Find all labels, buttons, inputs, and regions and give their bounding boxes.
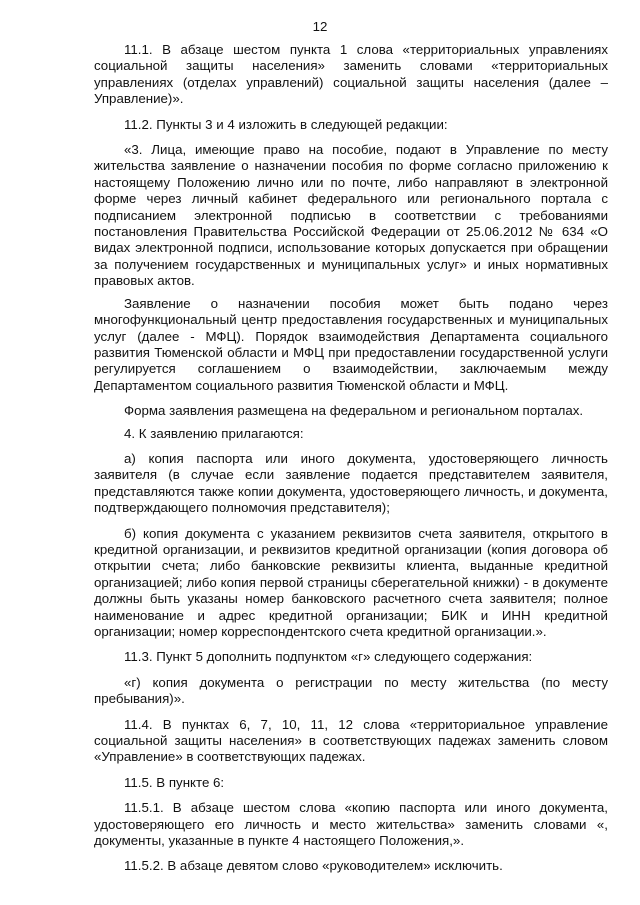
paragraph-subitem-g: «г) копия документа о регистрации по месту жительства (по месту пребывания)».: [94, 674, 608, 707]
paragraph-11-5-1: 11.5.1. В абзаце шестом слова «копию паспорта или иного документа, удостоверяющего его личность и место жительства» заменить словами «, документы, указанные в пункте 4 настоящего Положения,».: [94, 800, 608, 849]
paragraph-subitem-a: а) копия паспорта или иного документа, удостоверяющего личность заявителя (в случае если заявление подается представителем заявителя, представляются также копии документа, удостоверяющего личность, и документа, подтверждающего полномочия представителя);: [94, 450, 608, 516]
paragraph-form-placement: Форма заявления размещена на федеральном и региональном порталах.: [124, 403, 584, 419]
paragraph-subitem-b: б) копия документа с указанием реквизитов счета заявителя, открытого в кредитной организации, и реквизитов кредитной организации (копия договора об открытии счета; либо банковские реквизиты клиента, выданные кредитной организацией; либо копия первой страницы сберегательной книжки) - в документе должны быть указаны номер банковского расчетного счета заявителя; полное наименование и адрес кредитной организации; БИК и ИНН кредитной организации; номер корреспондентского счета кредитной организации.».: [94, 525, 608, 639]
paragraph-11-2: 11.2. Пункты 3 и 4 изложить в следующей редакции:: [124, 116, 448, 132]
document-body: [94, 42, 608, 884]
paragraph-11-3: 11.3. Пункт 5 дополнить подпунктом «г» следующего содержания:: [124, 649, 533, 665]
paragraph-11-5-2: 11.5.2. В абзаце девятом слово «руководителем» исключить.: [124, 858, 503, 874]
paragraph-mfc: Заявление о назначении пособия может быть подано через многофункциональный центр предоставления государственных и муниципальных услуг (далее - МФЦ). Порядок взаимодействия Департамента социального развития Тюменской области и МФЦ при предоставлении государственной услуги регулируется соглашением о взаимодействии, заключаемым между Департаментом социального развития Тюменской области и МФЦ.: [94, 295, 608, 393]
paragraph-item-3: «3. Лица, имеющие право на пособие, подают в Управление по месту жительства заявление о назначении пособия по форме согласно приложению к настоящему Положению лично или по почте, либо направляют в электронной форме через личный кабинет федерального или регионального портала с подписанием электронной подписью в соответствии с требованиями постановления Правительства Российской Федерации от 25.06.2012 № 634 «О видах электронной подписи, использование которых допускается при обращении за получением государственных и муниципальных услуг» и иных нормативных правовых актов.: [94, 142, 608, 289]
paragraph-11-4: 11.4. В пунктах 6, 7, 10, 11, 12 слова «территориальное управление социальной защиты населения» в соответствующих падежах заменить словом «Управление» в соответствующих падежах.: [94, 716, 608, 765]
page-number: 12: [312, 19, 328, 34]
paragraph-11-5: 11.5. В пункте 6:: [124, 774, 225, 790]
paragraph-item-4: 4. К заявлению прилагаются:: [124, 425, 304, 441]
paragraph-11-1: 11.1. В абзаце шестом пункта 1 слова «территориальных управлениях социальной защиты населения» заменить словами «территориальных управлениях (отделах управлений) социальной защиты населения (далее – Управление)».: [94, 42, 608, 107]
